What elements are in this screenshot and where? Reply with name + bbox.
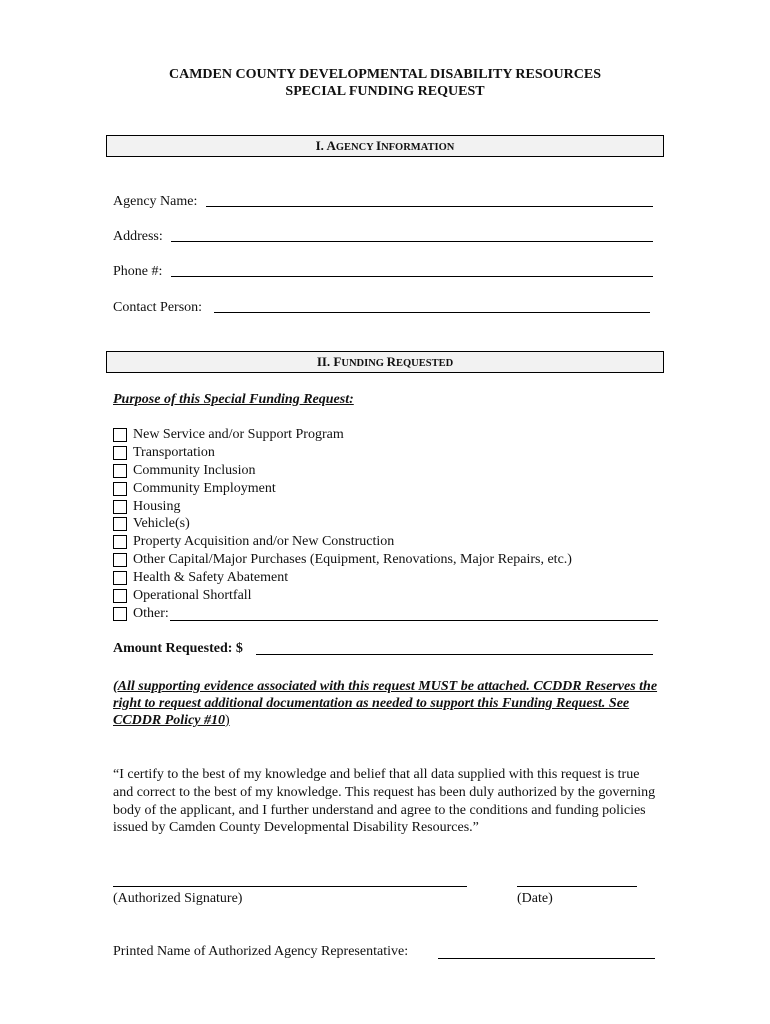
other-specify-field[interactable] xyxy=(170,607,658,621)
checkbox[interactable] xyxy=(113,482,127,496)
printed-name-label: Printed Name of Authorized Agency Representative: xyxy=(113,944,409,959)
checkbox-label: Other Capital/Major Purchases (Equipment, Renovations, Major Repairs, etc.) xyxy=(133,552,572,568)
note-close-paren: ) xyxy=(225,713,230,728)
checkbox-row xyxy=(113,515,658,533)
section2-sc1: UNDING xyxy=(341,358,387,369)
purpose-checkbox-list xyxy=(113,426,658,623)
address-label: Address: xyxy=(113,229,163,244)
checkbox-row xyxy=(113,462,658,480)
purpose-heading: Purpose of this Special Funding Request: xyxy=(113,392,354,407)
checkbox[interactable] xyxy=(113,589,127,603)
checkbox-label: Vehicle(s) xyxy=(133,516,190,532)
checkbox-row xyxy=(113,587,658,605)
address-field[interactable] xyxy=(171,241,653,242)
checkbox[interactable] xyxy=(113,571,127,585)
phone-label: Phone #: xyxy=(113,264,163,279)
checkbox[interactable] xyxy=(113,607,127,621)
certification-statement: “I certify to the best of my knowledge and belief that all data supplied with this request is true and correct to the best of my knowledge. This request has been duly authorized by the governing body of the applicant, and I further understand and agree to the conditions and funding policies issued by Camden County Developmental Disability Resources.” xyxy=(113,767,656,836)
contact-person-label: Contact Person: xyxy=(113,300,203,315)
date-label: (Date) xyxy=(517,891,553,906)
amount-requested-label: Amount Requested: $ xyxy=(113,641,243,656)
agency-name-label: Agency Name: xyxy=(113,194,198,209)
checkbox-label: Community Employment xyxy=(133,480,276,496)
checkbox-label: Operational Shortfall xyxy=(133,587,252,603)
section-header-agency-information xyxy=(106,135,664,157)
checkbox[interactable] xyxy=(113,428,127,442)
section1-num: I. A xyxy=(315,138,336,153)
authorized-signature-label: (Authorized Signature) xyxy=(113,891,243,906)
section1-sc2: NFORMATION xyxy=(381,142,455,153)
note-text: (All supporting evidence associated with this request MUST be attached. CCDDR Reserves the right to request additional documentation as needed to support this Funding Request. See CCDDR Policy #10 xyxy=(113,679,658,728)
checkbox[interactable] xyxy=(113,553,127,567)
section2-cap2: R xyxy=(386,354,396,369)
authorized-signature-field[interactable] xyxy=(113,886,467,887)
form-title-line2: SPECIAL FUNDING REQUEST xyxy=(285,84,485,99)
amount-requested-field[interactable] xyxy=(256,654,653,655)
section2-sc2: EQUESTED xyxy=(395,358,454,369)
form-title-line1: CAMDEN COUNTY DEVELOPMENTAL DISABILITY RESOURCES xyxy=(169,67,601,82)
checkbox[interactable] xyxy=(113,446,127,460)
section2-num: II. F xyxy=(316,354,342,369)
checkbox[interactable] xyxy=(113,500,127,514)
checkbox-label: New Service and/or Support Program xyxy=(133,426,344,442)
checkbox-row xyxy=(113,551,658,569)
checkbox-label: Health & Safety Abatement xyxy=(133,570,289,586)
checkbox[interactable] xyxy=(113,535,127,549)
contact-person-field[interactable] xyxy=(214,312,650,313)
printed-name-field[interactable] xyxy=(438,958,655,959)
date-field[interactable] xyxy=(517,886,637,887)
checkbox-row xyxy=(113,480,658,498)
phone-field[interactable] xyxy=(171,276,653,277)
agency-name-field[interactable] xyxy=(206,206,653,207)
checkbox-label: Property Acquisition and/or New Construction xyxy=(133,534,395,550)
checkbox-row xyxy=(113,569,658,587)
checkbox-row xyxy=(113,426,658,444)
checkbox-label: Community Inclusion xyxy=(133,462,256,478)
checkbox-label: Housing xyxy=(133,498,181,514)
section1-sc1: GENCY xyxy=(335,142,376,153)
supporting-evidence-note xyxy=(113,678,658,729)
checkbox[interactable] xyxy=(113,517,127,531)
checkbox[interactable] xyxy=(113,464,127,478)
section1-cap2: I xyxy=(376,138,382,153)
section-header-funding-requested xyxy=(106,351,664,373)
checkbox-label: Other: xyxy=(133,605,169,621)
checkbox-row xyxy=(113,498,658,516)
checkbox-row xyxy=(113,444,658,462)
checkbox-row xyxy=(113,533,658,551)
checkbox-row xyxy=(113,605,658,623)
checkbox-label: Transportation xyxy=(133,444,215,460)
